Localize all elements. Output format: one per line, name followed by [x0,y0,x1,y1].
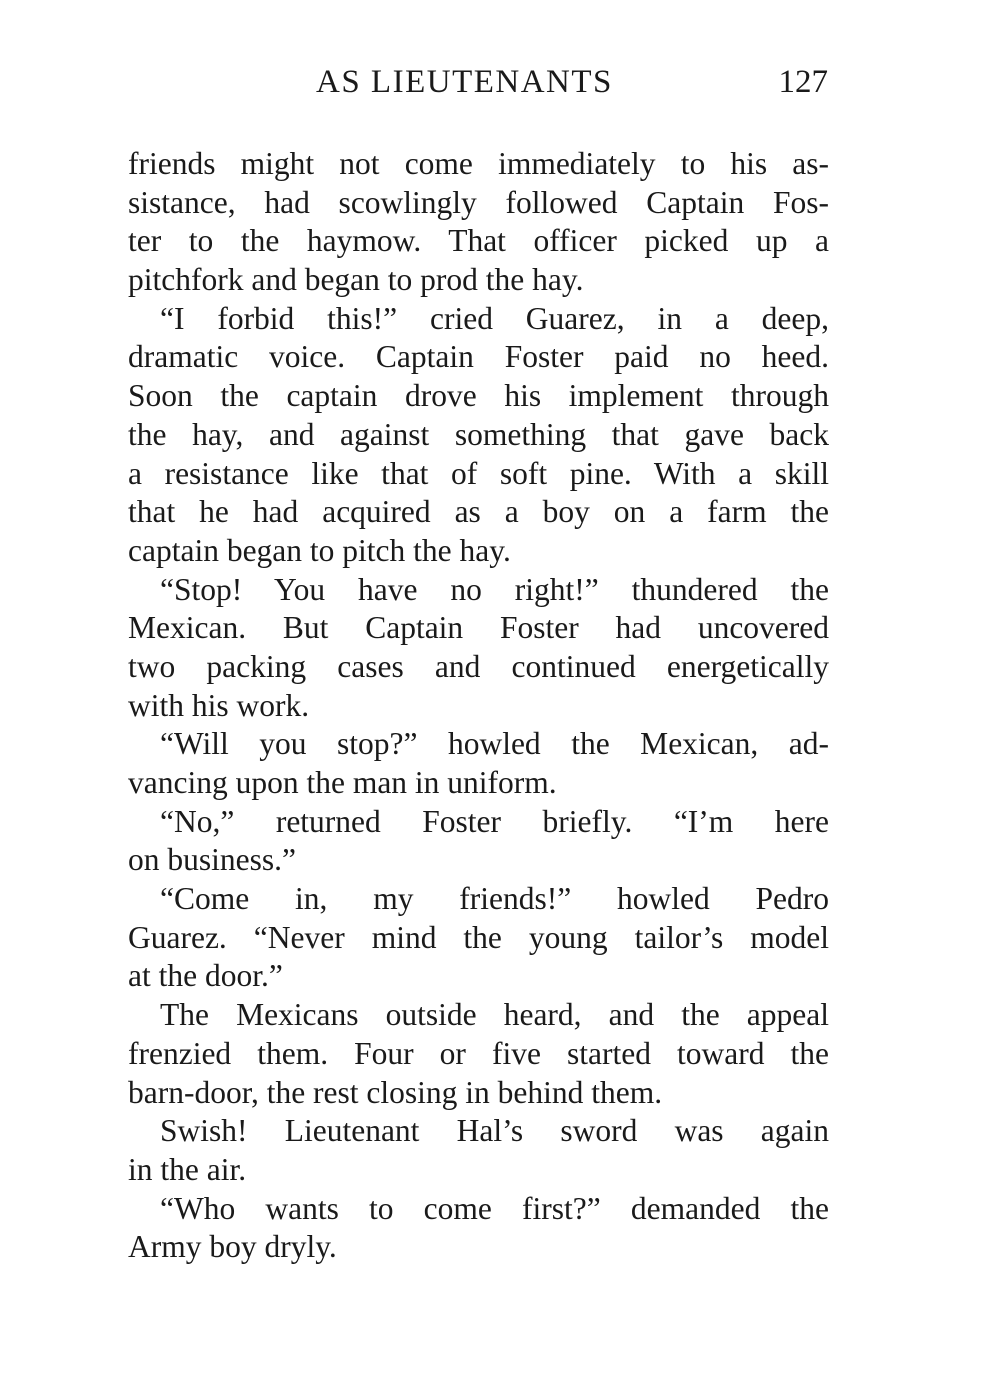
text-line: Mexican. But Captain Foster had uncovered [128,610,829,646]
paragraph [128,880,829,996]
text-line: “Stop! You have no right!” thundered the [160,571,829,607]
running-head [128,62,828,102]
text-line: vancing upon the man in uniform. [128,765,557,800]
text-line: captain began to pitch the hay. [128,532,511,568]
text-line: “No,” returned Foster briefly. “I’m here [160,803,829,839]
paragraph [128,300,829,571]
text-line: the hay, and against something that gave back [128,416,829,452]
text-line: “I forbid this!” cried Guarez, in a deep, [160,300,829,336]
text-line: The Mexicans outside heard, and the appeal [160,997,829,1033]
text-line: “Will you stop?” howled the Mexican, ad- [160,726,829,762]
text-line: that he had acquired as a boy on a farm the [128,494,829,530]
text-line: Soon the captain drove his implement through [128,378,829,414]
running-title: AS LIEUTENANTS [316,64,613,100]
text-line: dramatic voice. Captain Foster paid no heed. [128,339,829,375]
text-line: Guarez. “Never mind the young tailor’s model [128,919,829,955]
text-line: at the door.” [128,958,283,994]
text-line: Army boy dryly. [128,1229,337,1265]
body-text [128,145,829,1267]
text-line: with his work. [128,687,310,723]
text-line: pitchfork and began to prod the hay. [128,262,584,298]
paragraph [128,571,829,726]
text-line: friends might not come immediately to his as- [128,146,829,181]
text-line: frenzied them. Four or five started toward the [128,1035,829,1071]
text-line: ter to the haymow. That officer picked up a [128,223,829,259]
paragraph [128,145,829,300]
text-line: barn-door, the rest closing in behind them. [128,1074,663,1110]
page-number: 127 [778,64,828,100]
text-line: sistance, had scowlingly followed Captain Fos- [128,184,829,220]
text-line: Swish! Lieutenant Hal’s sword was again [160,1113,829,1149]
paragraph [128,1112,829,1189]
paragraph [128,1190,829,1267]
text-line: in the air. [128,1151,247,1187]
paragraph [128,996,829,1112]
paragraph [128,803,829,880]
text-line: “Come in, my friends!” howled Pedro [160,881,829,917]
text-line: on business.” [128,842,296,878]
text-line: a resistance like that of soft pine. With a skill [128,455,829,491]
text-line: two packing cases and continued energetically [128,648,829,684]
text-line: “Who wants to come first?” demanded the [160,1190,829,1226]
paragraph [128,725,829,802]
